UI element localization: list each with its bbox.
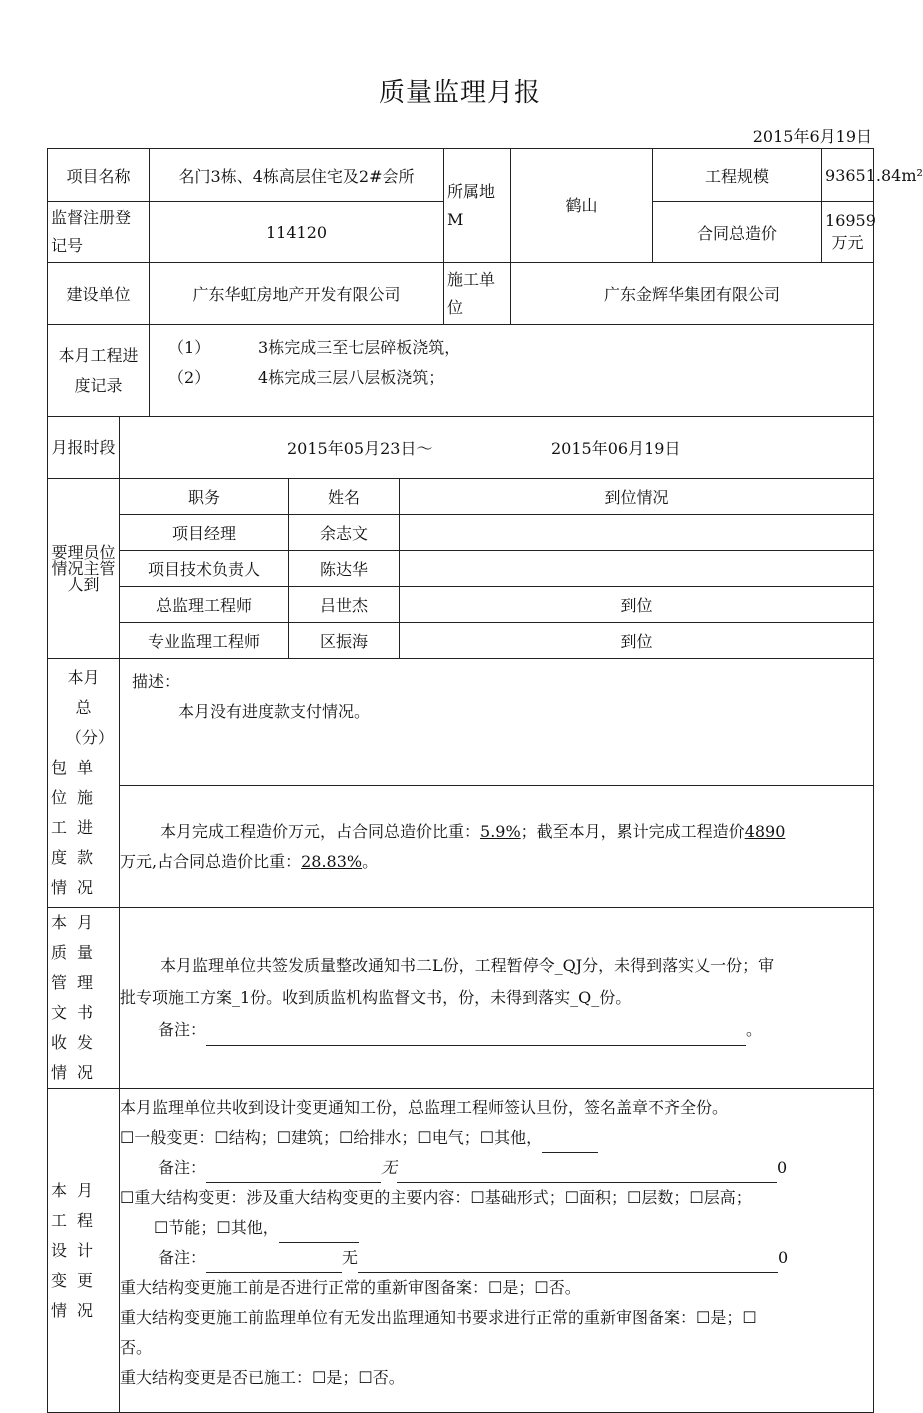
builder-value: 广东华虹房地产开发有限公司 [150,263,444,325]
staff-status [400,515,874,551]
staff-header-role: 职务 [120,479,289,515]
table-row [48,515,874,551]
page-title: 质量监理月报 [378,78,541,108]
list-item: （1） 3栋完成三至七层碎板浇筑， [168,338,461,357]
staff-header-name: 姓名 [289,479,400,515]
staff-label: 要理员位情况主管人到 [48,479,120,659]
report-date: 2015年6月19日 [752,127,872,146]
quality-docs-label: 本月质量管理文书收发情况 [48,908,120,1089]
staff-status [400,551,874,587]
staff-status: 到位 [400,587,874,623]
contract-value: 16959万元 [822,202,874,263]
description-text: 本月没有进度款支付情况。 [178,702,371,721]
design-change-label: 本月工程设计变更情况 [48,1089,120,1413]
contract-label: 合同总造价 [653,202,822,263]
project-name-value: 名门3栋、4栋高层住宅及2#会所 [150,149,444,202]
scale-value: 93651.84m² [822,149,874,202]
reg-value: 114120 [150,202,444,263]
period-label: 月报时段 [48,417,120,479]
staff-name: 区振海 [289,623,400,659]
description-label: 描述： [132,672,181,691]
period-value: 2015年05月23日～ 2015年06月19日 [120,417,874,479]
list-item: （2） 4栋完成三层八层板浇筑； [168,368,445,387]
location-label: 所属地M [444,149,511,263]
contractor-label: 施工单位 [444,263,511,325]
staff-name: 陈达华 [289,551,400,587]
design-change-content: 本月监理单位共收到设计变更通知工份，总监理工程师签认旦份，签名盖章不齐全份。 ☐一般变更：☐结构；☐建筑；☐给排水；☐电气；☐其他， 备注： 无 0 ☐重大结构变更：涉及重大结构变更的主要内容：☐基础形式；☐面积；☐层数；☐层高； ☐节能；☐其他， 备注： 无 0 重大结构变更施工前是否进行正常的重新审图备案：☐是；☐否。 重大结构变更施工前监理单位有无发出监理通知书要求进行正常的重新审图备案：☐是；☐ 否。 重大结构变更是否已施工：☐是；☐否。 [120,1089,874,1413]
reg-label: 监督注册登记号 [48,202,150,263]
staff-status: 到位 [400,623,874,659]
staff-role: 总监理工程师 [120,587,289,623]
payment-progress: 本月完成工程造价万元，占合同总造价比重：5.9%；截至本月，累计完成工程造价4890 万元,占合同总造价比重：28.83%。 [120,786,874,908]
table-row [48,551,874,587]
payment-label: 本月总（分） 包单位施工进度款情况 [48,659,120,908]
table-row [48,623,874,659]
contractor-value: 广东金辉华集团有限公司 [511,263,874,325]
progress-label: 本月工程进度记录 [48,325,150,417]
quality-docs-content: 本月监理单位共签发质量整改通知书二L份，工程暂停令_QJ分，未得到落实乂一份；审 批专项施工方案_1份。收到质监机构监督文书，份，未得到落实_Q_份。 备注： 。 [120,908,874,1089]
table-row [48,587,874,623]
staff-name: 吕世杰 [289,587,400,623]
staff-name: 余志文 [289,515,400,551]
staff-header-status: 到位情况 [400,479,874,515]
report-table [47,148,923,1413]
payment-description [120,659,874,786]
staff-role: 专业监理工程师 [120,623,289,659]
staff-role: 项目经理 [120,515,289,551]
builder-label: 建设单位 [48,263,150,325]
scale-label: 工程规模 [653,149,822,202]
location-value: 鹤山 [511,149,653,263]
project-name-label: 项目名称 [48,149,150,202]
staff-role: 项目技术负责人 [120,551,289,587]
progress-records [150,325,874,417]
